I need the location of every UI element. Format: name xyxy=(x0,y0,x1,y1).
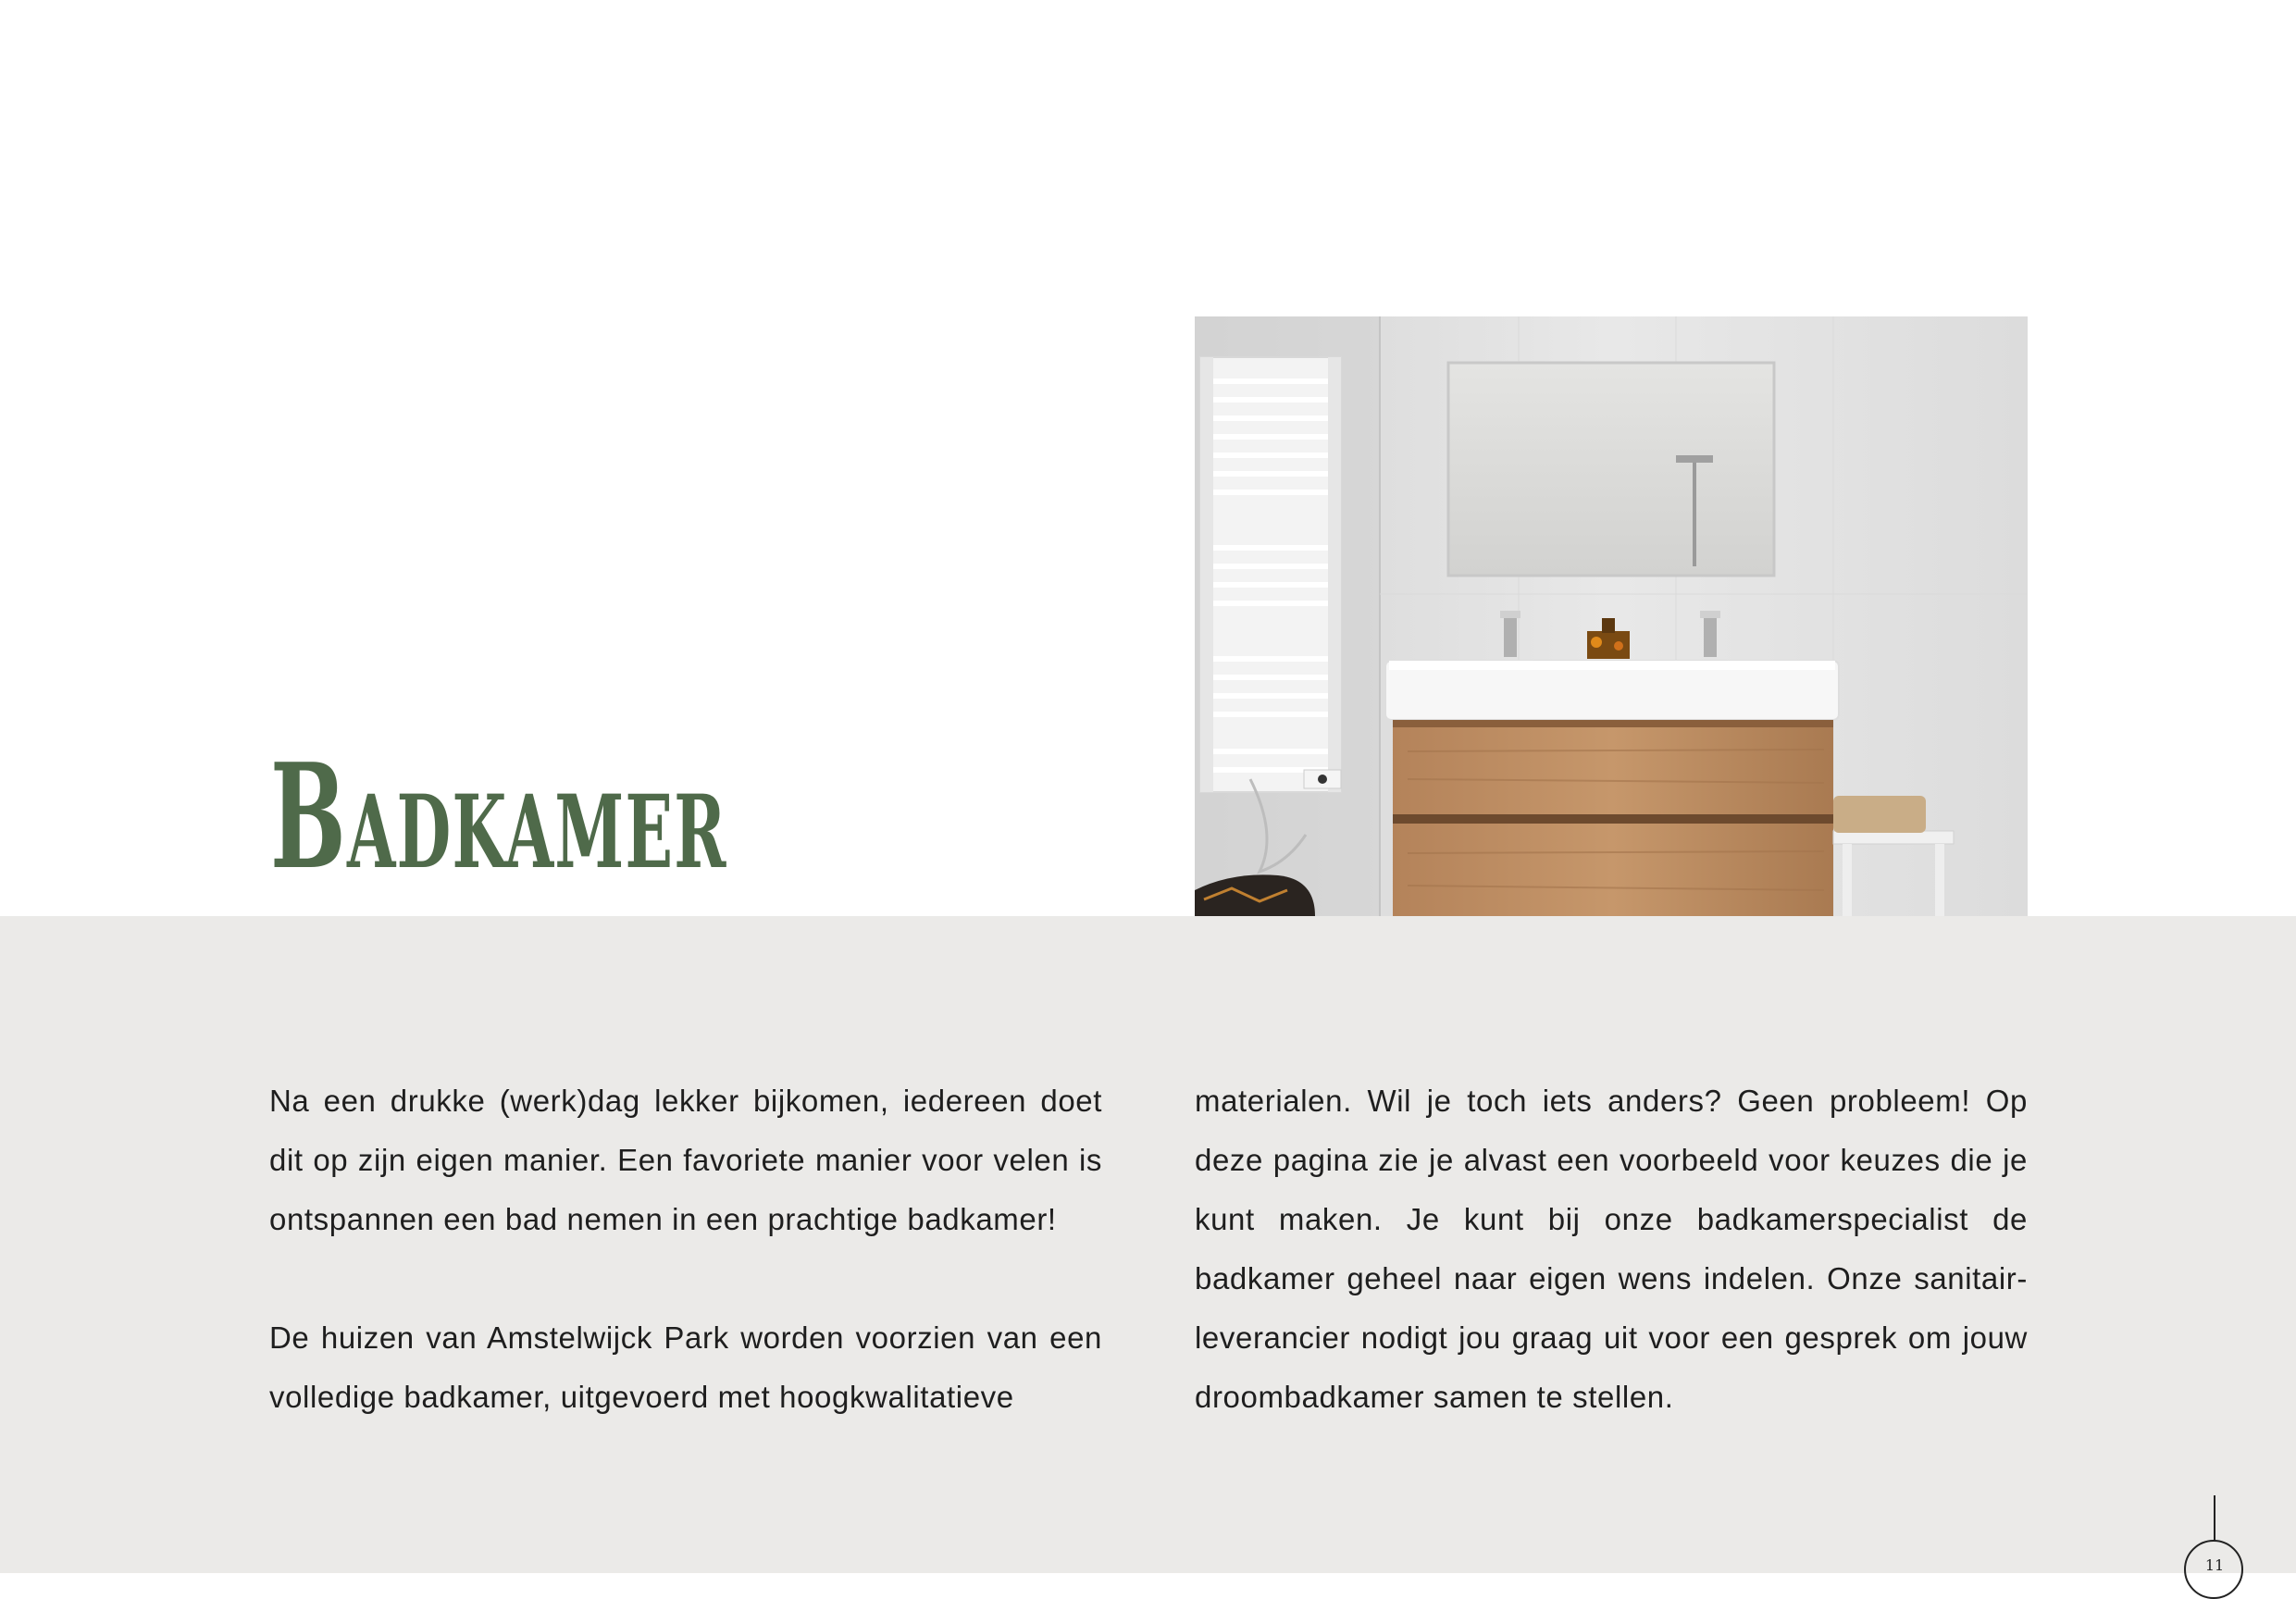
page-title: Badkamer xyxy=(270,731,727,901)
paragraph: De huizen van Amstelwijck Park worden voorzien van een volledige badkamer, uitgevoerd met hoogkwalitatieve xyxy=(269,1320,1102,1414)
vanity-cabinet xyxy=(1393,720,1833,916)
page-number: 11 xyxy=(2204,1556,2225,1574)
body-text-left xyxy=(269,1072,1102,1427)
paragraph: materialen. Wil je toch iets anders? Geen probleem! Op deze pagina zie je alvast een voorbeeld voor keuzes die je kunt maken. Je kunt bij onze badkamerspecialist de badkamer geheel naar eigen wens indelen. Onze sanitair-leverancier nodigt jou graag uit voor een gesprek om jouw droombadkamer samen te stellen. xyxy=(1195,1084,2028,1414)
mirror xyxy=(1448,363,1774,576)
marker-line xyxy=(2214,1495,2215,1542)
body-text-right xyxy=(1195,1072,2028,1427)
washbasin xyxy=(1385,661,1839,720)
paragraph: Na een drukke (werk)dag lekker bijkomen, iedereen doet dit op zijn eigen manier. Een favoriete manier voor velen is ontspannen een bad nemen in een prachtige badkamer! xyxy=(269,1084,1102,1236)
bathroom-photo xyxy=(1195,316,2028,916)
page-number-marker xyxy=(2182,1495,2247,1573)
